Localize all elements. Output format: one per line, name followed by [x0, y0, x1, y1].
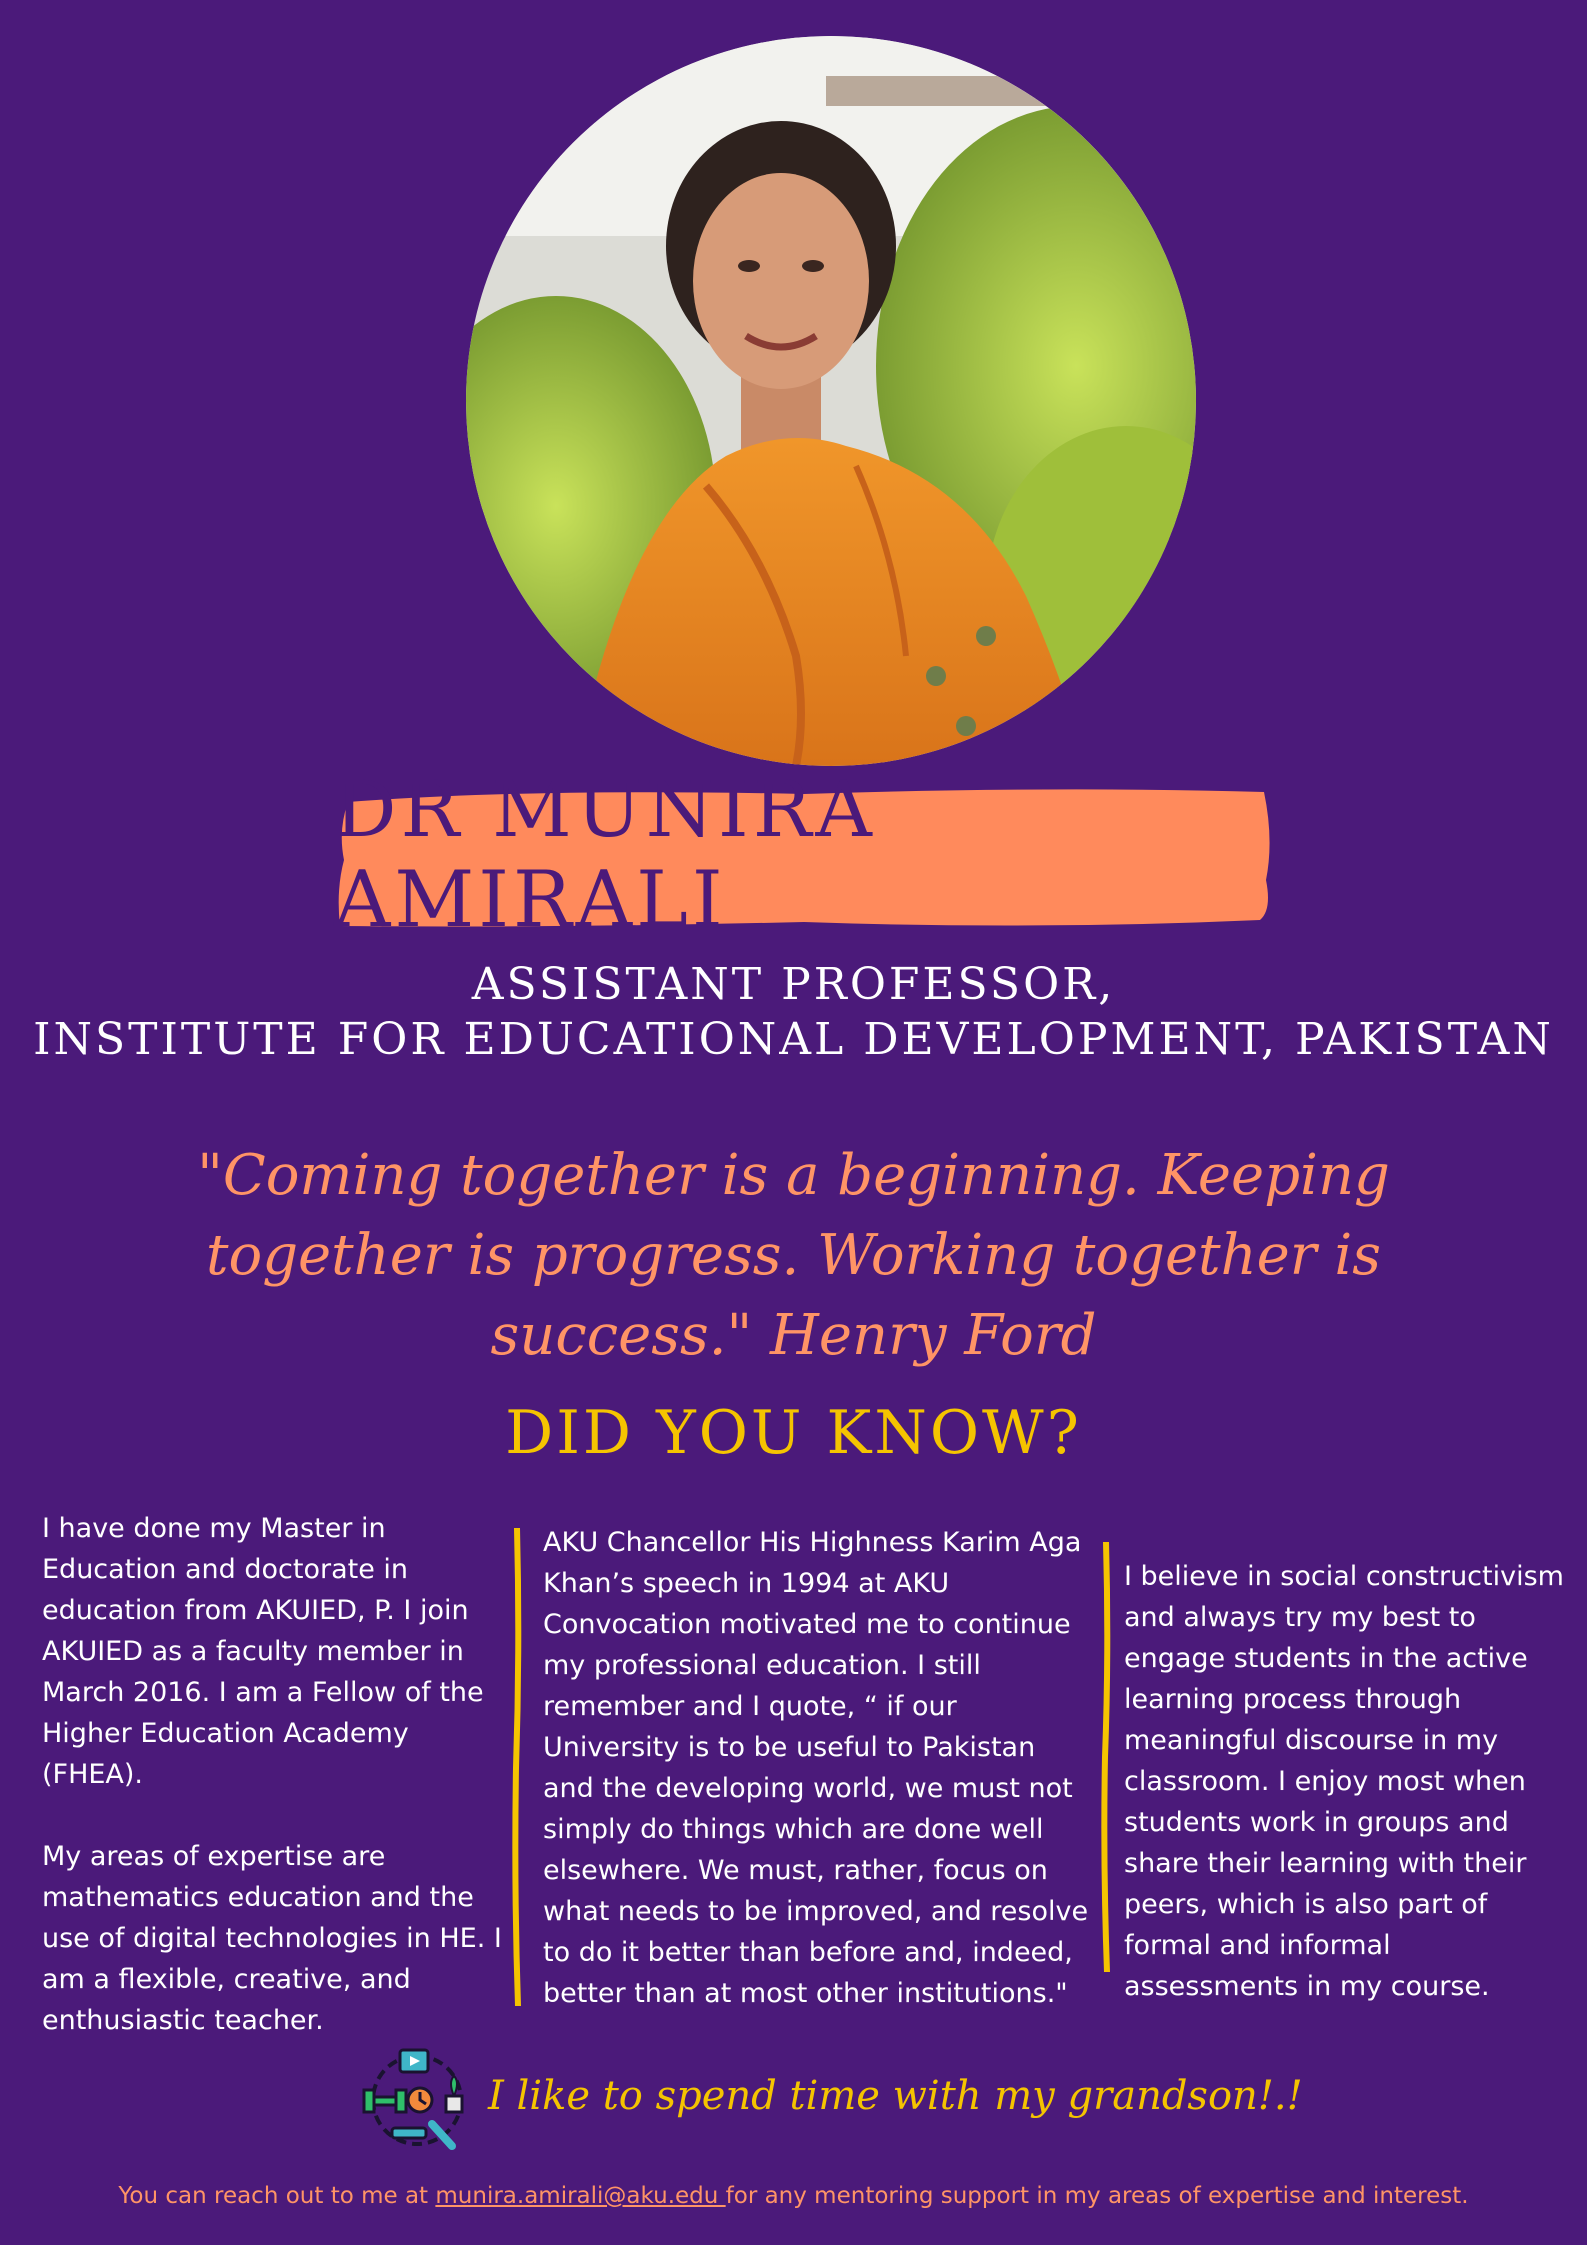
featured-quote: "Coming together is a beginning. Keeping together is progress. Working together is success." Henry Ford [197, 1143, 1390, 1368]
column-divider [1101, 1542, 1111, 1972]
bio-column-teaching [1124, 1556, 1564, 2007]
footer-text-after: for any mentoring support in my areas of expertise and interest. [725, 2183, 1469, 2209]
role-title: ASSISTANT PROFESSOR, [471, 959, 1116, 1010]
bio-inspiration-paragraph: AKU Chancellor His Highness Karim Aga Khan’s speech in 1994 at AKU Convocation motivated me to continue my professional education. I still remember and I quote, “ if our University is to be useful to Pakistan and the developing world, we must not simply do things which are done well elsewhere. We must, rather, focus on what needs to be improved, and resolve to do it better than before and, indeed, better than at most other institutions." [543, 1527, 1089, 2009]
profile-name: DR MUNIRA AMIRALI [334, 765, 876, 945]
bio-column-education [42, 1508, 512, 2041]
name-banner [334, 765, 1278, 945]
did-you-know-heading: DID YOU KNOW? [505, 1398, 1082, 1468]
profile-photo [466, 36, 1196, 766]
bio-education-paragraph: I have done my Master in Education and doctorate in education from AKUIED, P. I join AKUIED as a faculty member in March 2016. I am a Fellow of the Higher Education Academy (FHEA). [42, 1513, 484, 1790]
hobbies-icon [362, 2046, 472, 2154]
bio-teaching-paragraph: I believe in social constructivism and always try my best to engage students in the active learning process through meaningful discourse in my classroom. I enjoy most when students work in groups and share their learning with their peers, which is also part of formal and informal assessments in my course. [1124, 1561, 1564, 2002]
contact-email-link[interactable]: munira.amirali@aku.edu [435, 2183, 726, 2209]
bio-column-inspiration [543, 1522, 1093, 2014]
column-divider [512, 1528, 522, 2006]
footer-text-before: You can reach out to me at [118, 2183, 436, 2209]
hobby-text: I like to spend time with my grandson!.! [488, 2073, 1303, 2119]
bio-expertise-paragraph: My areas of expertise are mathematics education and the use of digital technologies in HE. I am a flexible, creative, and enthusiastic teacher. [42, 1841, 502, 2036]
contact-footer [0, 2183, 1587, 2209]
role-institute: INSTITUTE FOR EDUCATIONAL DEVELOPMENT, PAKISTAN [33, 1014, 1554, 1065]
